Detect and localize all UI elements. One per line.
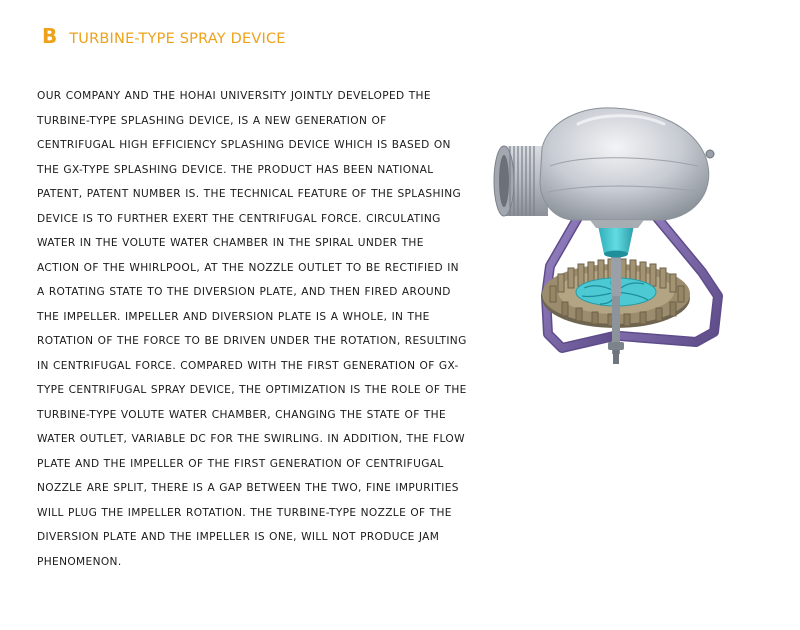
section-letter: B — [42, 24, 58, 48]
volute-chamber — [540, 108, 714, 228]
turbine-spray-device-illustration — [488, 96, 738, 368]
turbine-spray-device-image — [488, 96, 738, 368]
body-paragraph: OUR COMPANY AND THE HOHAI UNIVERSITY JOINTLY DEVELOPED THE TURBINE-TYPE SPLASHING DEVICE, IS A NEW GENERATION OF CENTRIFUGAL HIGH EFFICIENCY SPLASHING DEVICE WHICH IS BASED ON THE GX-TYPE SPLASHING DEVICE. THE PRODUCT HAS BEEN NATIONAL PATENT, PATENT NUMBER IS. THE TECHNICAL FEATURE OF THE SPLASHING DEVICE IS TO FURTHER EXERT THE CENTRIFUGAL FORCE. CIRCULATING WATER IN THE VOLUTE WATER CHAMBER IN THE SPIRAL UNDER THE ACTION OF THE WHIRLPOOL, AT THE NOZZLE OUTLET TO BE RECTIFIED IN A ROTATING STATE TO THE DIVERSION PLATE, AND THEN FIRED AROUND THE IMPELLER. IMPELLER AND DIVERSION PLATE IS A WHOLE, IN THE ROTATION OF THE FORCE TO BE DRIVEN UNDER THE ROTATION, RESULTING IN CENTRIFUGAL FORCE. COMPARED WITH THE FIRST GENERATION OF GX-TYPE CENTRIFUGAL SPRAY DEVICE, THE OPTIMIZATION IS THE ROLE OF THE TURBINE-TYPE VOLUTE WATER CHAMBER, CHANGING THE STATE OF THE WATER OUTLET, VARIABLE DC FOR THE SWIRLING. IN ADDITION, THE FLOW PLATE AND THE IMPELLER OF THE FIRST GENERATION OF CENTRIFUGAL NOZZLE ARE SPLIT, THERE IS A GAP BETWEEN THE TWO, FINE IMPURITIES WILL PLUG THE IMPELLER ROTATION. THE TURBINE-TYPE NOZZLE OF THE DIVERSION PLATE AND THE IMPELLER IS ONE, WILL NOT PRODUCE JAM PHENOMENON. — [37, 90, 467, 568]
section-heading — [42, 24, 286, 48]
section-title: TURBINE-TYPE SPRAY DEVICE — [69, 31, 286, 47]
